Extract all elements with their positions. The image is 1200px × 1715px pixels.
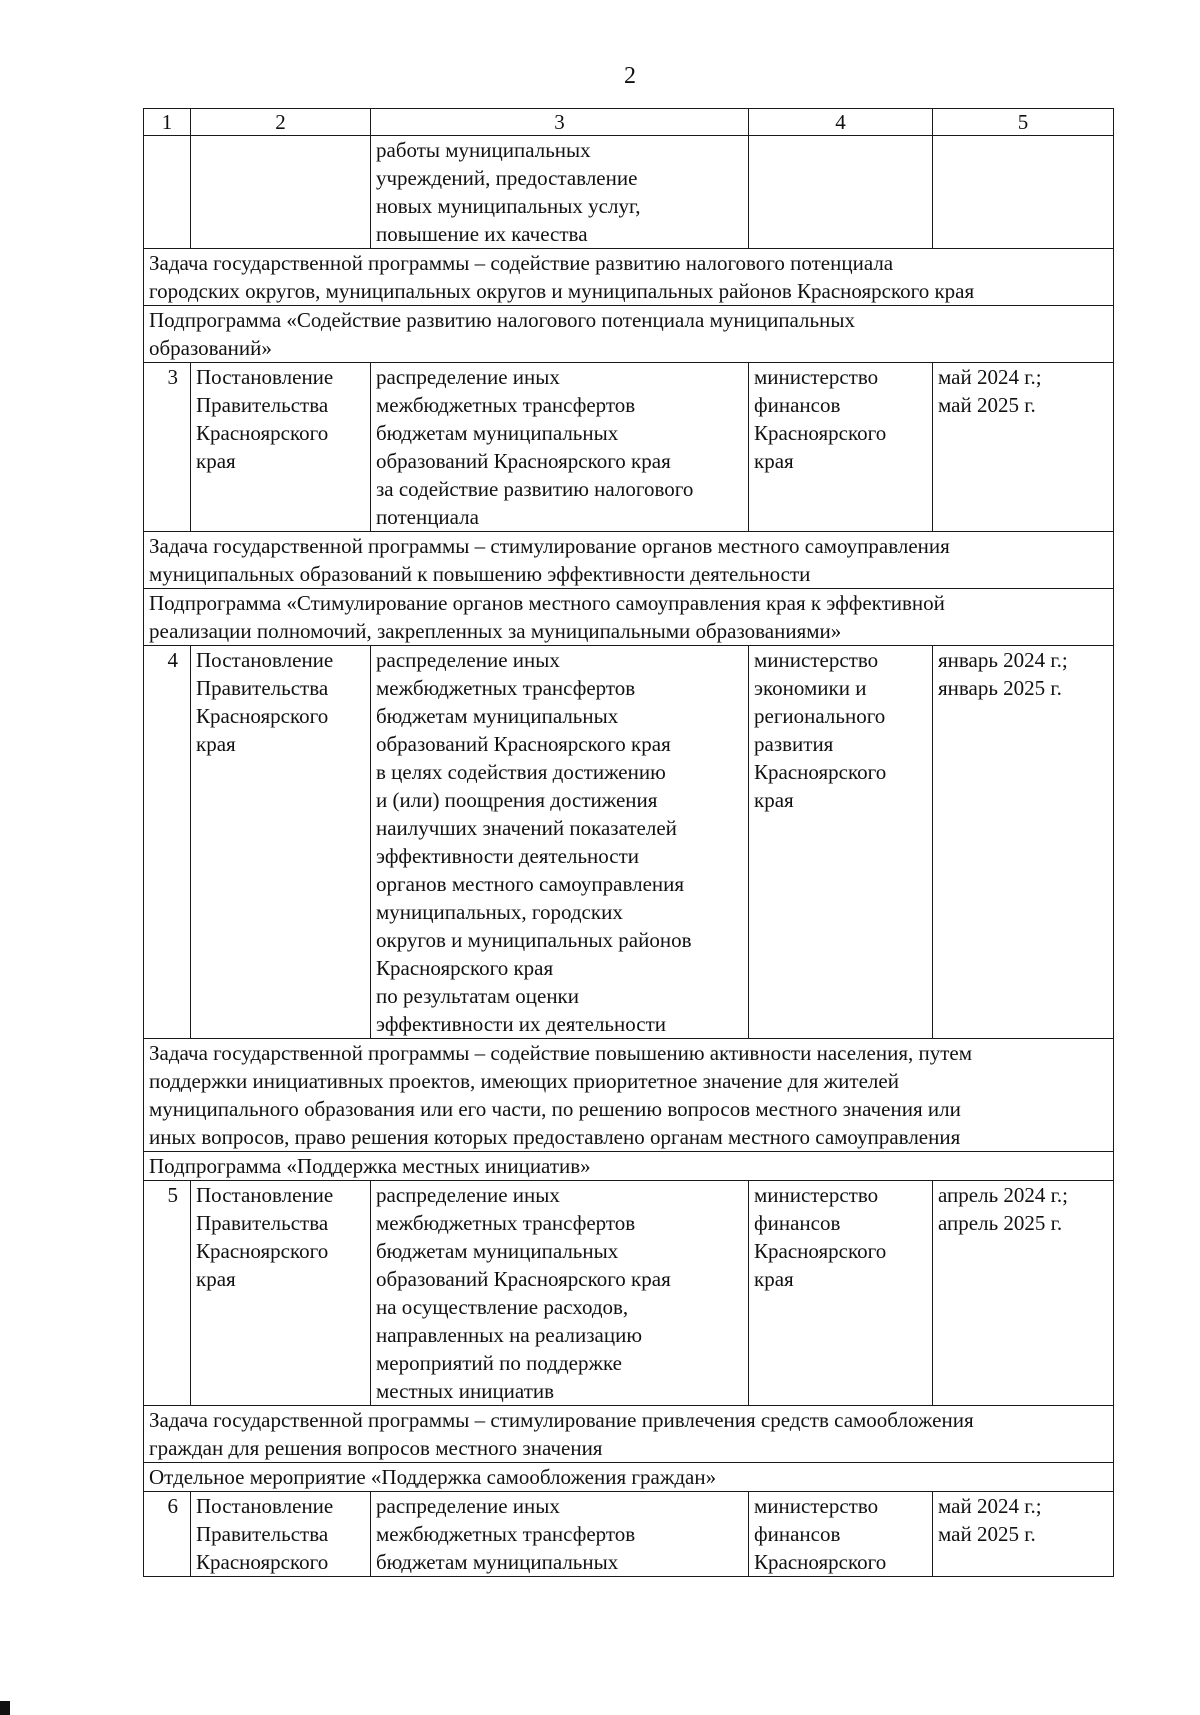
task-row — [144, 249, 1114, 306]
content-cell: распределение иных межбюджетных трансфертов бюджетам муниципальных образований Красноярского края в целях содействия достижению и (или) поощрения достижения наилучших значений показателей эффективности деятельности органов местного самоуправления муниципальных, городских округов и муниципальных районов Красноярского края по результатам оценки эффективности их деятельности — [371, 646, 749, 1039]
content-cell: распределение иных межбюджетных трансфертов бюджетам муниципальных образований Красноярского края на осуществление расходов, направленных на реализацию мероприятий по поддержке местных инициатив — [371, 1181, 749, 1406]
document-cell: Постановление Правительства Красноярского края — [191, 646, 371, 1039]
task-text: Задача государственной программы – стимулирование привлечения средств самообложения граждан для решения вопросов местного значения — [144, 1406, 1114, 1463]
task-row — [144, 1039, 1114, 1152]
column-number-4: 4 — [749, 109, 933, 136]
table-row — [144, 646, 1114, 1039]
row-number-cell: 5 — [144, 1181, 191, 1406]
deadline-cell: май 2024 г.; май 2025 г. — [933, 1492, 1114, 1577]
subprogram-row — [144, 589, 1114, 646]
scan-edge-mark — [0, 1701, 10, 1715]
responsible-cell — [749, 136, 933, 249]
subprogram-text: Отдельное мероприятие «Поддержка самообложения граждан» — [144, 1463, 1114, 1492]
task-row — [144, 532, 1114, 589]
row-number-cell: 6 — [144, 1492, 191, 1577]
measures-table — [143, 108, 1114, 1577]
subprogram-row — [144, 1152, 1114, 1181]
document-cell — [191, 136, 371, 249]
column-number-1: 1 — [144, 109, 191, 136]
content-cell: работы муниципальных учреждений, предоставление новых муниципальных услуг, повышение их качества — [371, 136, 749, 249]
responsible-cell: министерство экономики и регионального развития Красноярского края — [749, 646, 933, 1039]
row-number-cell — [144, 136, 191, 249]
content-cell: распределение иных межбюджетных трансфертов бюджетам муниципальных — [371, 1492, 749, 1577]
table-row — [144, 363, 1114, 532]
column-number-2: 2 — [191, 109, 371, 136]
table-row — [144, 1181, 1114, 1406]
document-cell: Постановление Правительства Красноярского края — [191, 1181, 371, 1406]
subprogram-text: Подпрограмма «Стимулирование органов местного самоуправления края к эффективной реализации полномочий, закрепленных за муниципальными образованиями» — [144, 589, 1114, 646]
task-text: Задача государственной программы – стимулирование органов местного самоуправления муниципальных образований к повышению эффективности деятельности — [144, 532, 1114, 589]
subprogram-text: Подпрограмма «Поддержка местных инициатив» — [144, 1152, 1114, 1181]
column-number-5: 5 — [933, 109, 1114, 136]
task-row — [144, 1406, 1114, 1463]
responsible-cell: министерство финансов Красноярского края — [749, 363, 933, 532]
task-text: Задача государственной программы – содействие повышению активности населения, путем поддержки инициативных проектов, имеющих приоритетное значение для жителей муниципального образования или его части, по решению вопросов местного значения или иных вопросов, право решения которых предоставлено органам местного самоуправления — [144, 1039, 1114, 1152]
deadline-cell — [933, 136, 1114, 249]
table-row — [144, 1492, 1114, 1577]
deadline-cell: апрель 2024 г.; апрель 2025 г. — [933, 1181, 1114, 1406]
table-row-continuation — [144, 136, 1114, 249]
row-number-cell: 3 — [144, 363, 191, 532]
content-cell: распределение иных межбюджетных трансфертов бюджетам муниципальных образований Красноярского края за содействие развитию налогового потенциала — [371, 363, 749, 532]
table-header-row — [144, 109, 1114, 136]
subprogram-row — [144, 306, 1114, 363]
deadline-cell: май 2024 г.; май 2025 г. — [933, 363, 1114, 532]
subprogram-text: Подпрограмма «Содействие развитию налогового потенциала муниципальных образований» — [144, 306, 1114, 363]
column-number-3: 3 — [371, 109, 749, 136]
responsible-cell: министерство финансов Красноярского — [749, 1492, 933, 1577]
row-number-cell: 4 — [144, 646, 191, 1039]
deadline-cell: январь 2024 г.; январь 2025 г. — [933, 646, 1114, 1039]
task-text: Задача государственной программы – содействие развитию налогового потенциала городских округов, муниципальных округов и муниципальных районов Красноярского края — [144, 249, 1114, 306]
page-number: 2 — [624, 63, 636, 89]
subprogram-row — [144, 1463, 1114, 1492]
document-cell: Постановление Правительства Красноярского края — [191, 363, 371, 532]
document-cell: Постановление Правительства Красноярского — [191, 1492, 371, 1577]
responsible-cell: министерство финансов Красноярского края — [749, 1181, 933, 1406]
